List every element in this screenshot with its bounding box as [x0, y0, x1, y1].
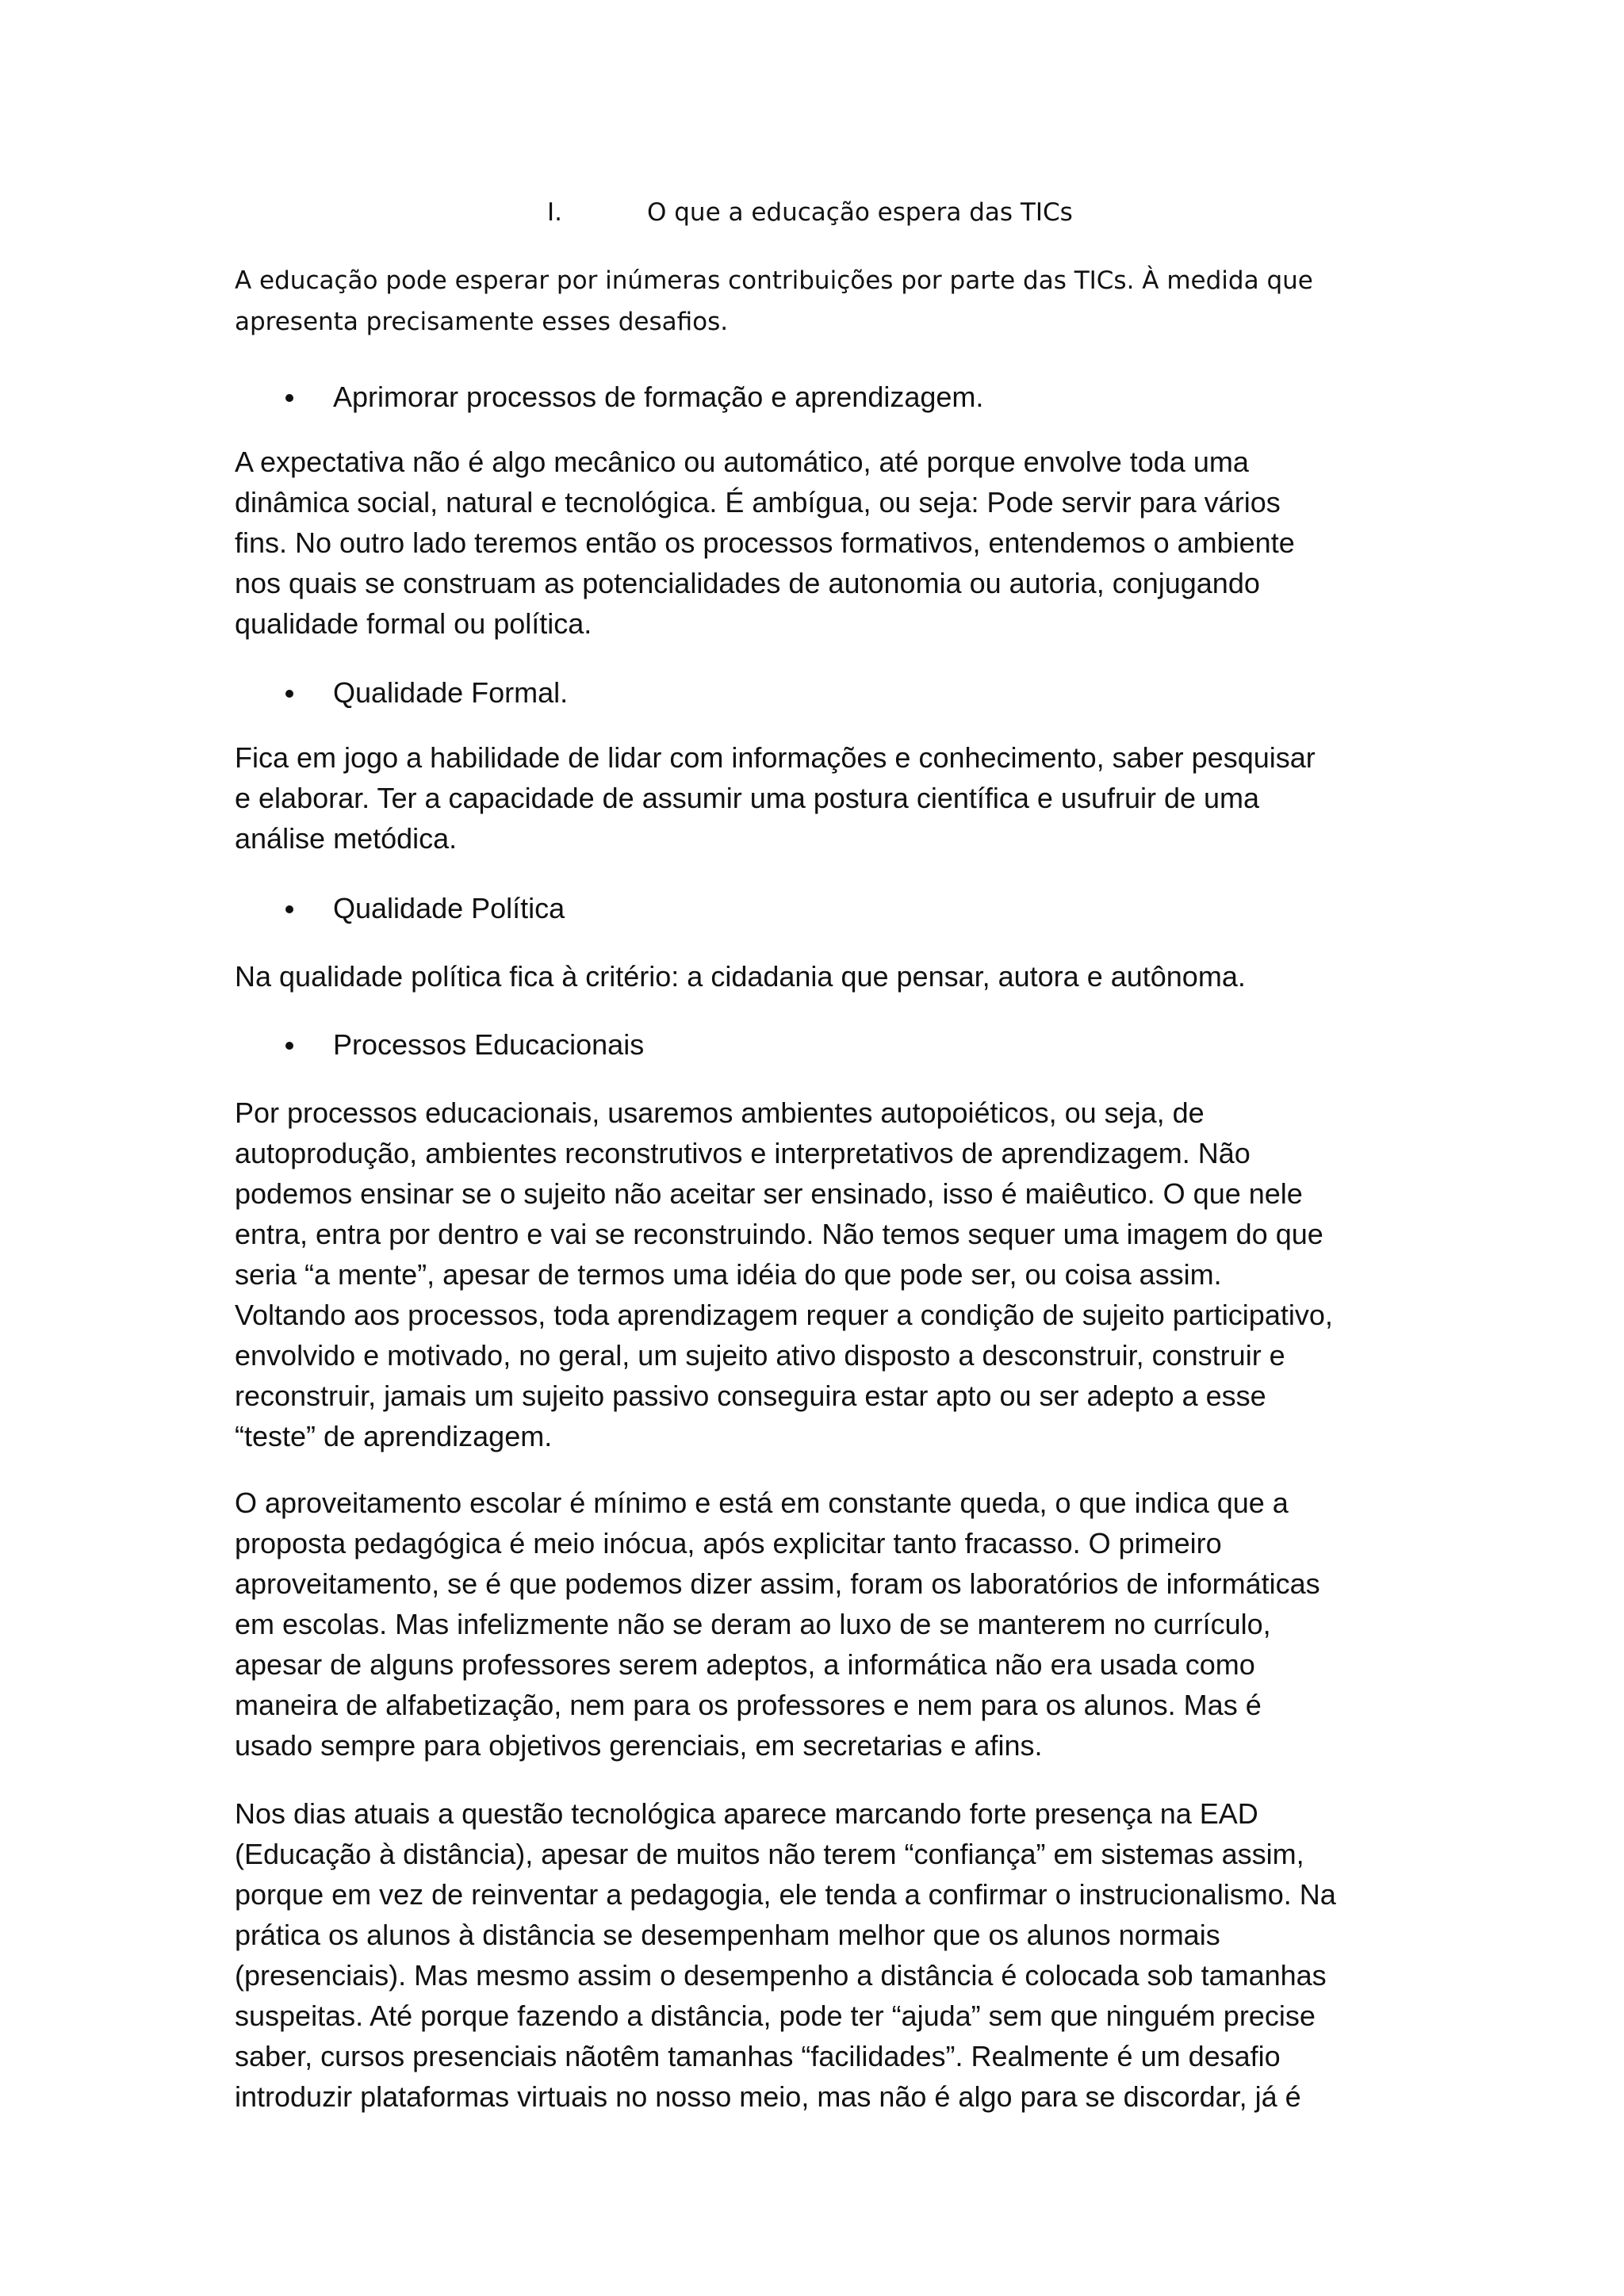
bullet-dot-icon [285, 394, 293, 402]
paragraph-line: usado sempre para objetivos gerenciais, em secretarias e afins. [235, 1729, 1043, 1762]
bullet-label: Qualidade Formal. [333, 676, 569, 709]
paragraph-line: introduzir plataformas virtuais no nosso meio, mas não é algo para se discordar, já é [235, 2080, 1301, 2113]
section-number: I. [547, 198, 562, 227]
paragraph-line: prática os alunos à distância se desempenham melhor que os alunos normais [235, 1919, 1220, 1951]
paragraph-line: apesar de alguns professores serem adeptos, a informática não era usada como [235, 1648, 1255, 1681]
bullet-label: Aprimorar processos de formação e aprendizagem. [333, 381, 984, 413]
bullet-dot-icon [285, 690, 293, 698]
paragraph-line: A expectativa não é algo mecânico ou automático, até porque envolve toda uma [235, 446, 1249, 478]
intro-paragraph [235, 260, 1424, 342]
paragraph-line: suspeitas. Até porque fazendo a distância, pode ter “ajuda” sem que ninguém precise [235, 1999, 1316, 2032]
paragraph-line: proposta pedagógica é meio inócua, após explicitar tanto fracasso. O primeiro [235, 1527, 1222, 1559]
paragraph-line: maneira de alfabetização, nem para os professores e nem para os alunos. Mas é [235, 1689, 1262, 1721]
paragraph-line: em escolas. Mas infelizmente não se deram ao luxo de se manterem no currículo, [235, 1608, 1271, 1640]
paragraph-line: dinâmica social, natural e tecnológica. É ambígua, ou seja: Pode servir para vários [235, 486, 1281, 519]
paragraph-line: “teste” de aprendizagem. [235, 1420, 553, 1452]
intro-line: A educação pode esperar por inúmeras contribuições por parte das TICs. À medida que [235, 266, 1313, 295]
paragraph-line: autoprodução, ambientes reconstrutivos e interpretativos de aprendizagem. Não [235, 1137, 1251, 1169]
paragraph-line: nos quais se construam as potencialidades de autonomia ou autoria, conjugando [235, 567, 1260, 599]
paragraph-line: Voltando aos processos, toda aprendizagem requer a condição de sujeito participativo, [235, 1299, 1333, 1331]
paragraph-line: e elaborar. Ter a capacidade de assumir uma postura científica e usufruir de uma [235, 782, 1260, 814]
paragraph-line: reconstruir, jamais um sujeito passivo conseguira estar apto ou ser adepto a esse [235, 1380, 1266, 1412]
bullet-dot-icon [285, 1042, 293, 1050]
paragraph-line: (Educação à distância), apesar de muitos não terem “confiança” em sistemas assim, [235, 1838, 1304, 1870]
section-title: O que a educação espera das TICs [647, 198, 1073, 227]
paragraph-line: (presenciais). Mas mesmo assim o desempenho a distância é colocada sob tamanhas [235, 1959, 1327, 1992]
paragraph-line: Na qualidade política fica à critério: a cidadania que pensar, autora e autônoma. [235, 960, 1246, 993]
paragraph-line: envolvido e motivado, no geral, um sujeito ativo disposto a desconstruir, construir e [235, 1339, 1285, 1372]
bullet-dot-icon [285, 905, 293, 913]
paragraph-line: aproveitamento, se é que podemos dizer assim, foram os laboratórios de informáticas [235, 1567, 1320, 1600]
paragraph [235, 442, 1424, 644]
paragraph [235, 1793, 1424, 2117]
bullet-label: Processos Educacionais [333, 1028, 645, 1061]
paragraph-line: entra, entra por dentro e vai se reconstruindo. Não temos sequer uma imagem do que [235, 1218, 1323, 1250]
paragraph-line: Nos dias atuais a questão tecnológica aparece marcando forte presença na EAD [235, 1797, 1258, 1830]
paragraph-line: Por processos educacionais, usaremos ambientes autopoiéticos, ou seja, de [235, 1096, 1205, 1129]
paragraph-line: Fica em jogo a habilidade de lidar com informações e conhecimento, saber pesquisar [235, 741, 1316, 774]
intro-line: apresenta precisamente esses desafios. [235, 308, 729, 336]
paragraph-line: saber, cursos presenciais nãotêm tamanhas “facilidades”. Realmente é um desafio [235, 2040, 1281, 2072]
paragraph-line: fins. No outro lado teremos então os processos formativos, entendemos o ambiente [235, 526, 1295, 559]
bullet-label: Qualidade Política [333, 892, 565, 924]
paragraph-line: qualidade formal ou política. [235, 607, 592, 640]
paragraph-line: análise metódica. [235, 822, 458, 855]
paragraph-line: seria “a mente”, apesar de termos uma idéia do que pode ser, ou coisa assim. [235, 1258, 1222, 1291]
paragraph [235, 737, 1424, 859]
paragraph-line: porque em vez de reinventar a pedagogia, ele tenda a confirmar o instrucionalismo. Na [235, 1878, 1336, 1911]
paragraph-line: podemos ensinar se o sujeito não aceitar ser ensinado, isso é maiêutico. O que nele [235, 1177, 1303, 1210]
paragraph [235, 1093, 1424, 1456]
paragraph-line: O aproveitamento escolar é mínimo e está em constante queda, o que indica que a [235, 1487, 1289, 1519]
paragraph [235, 1483, 1424, 1766]
paragraph [235, 956, 1424, 997]
